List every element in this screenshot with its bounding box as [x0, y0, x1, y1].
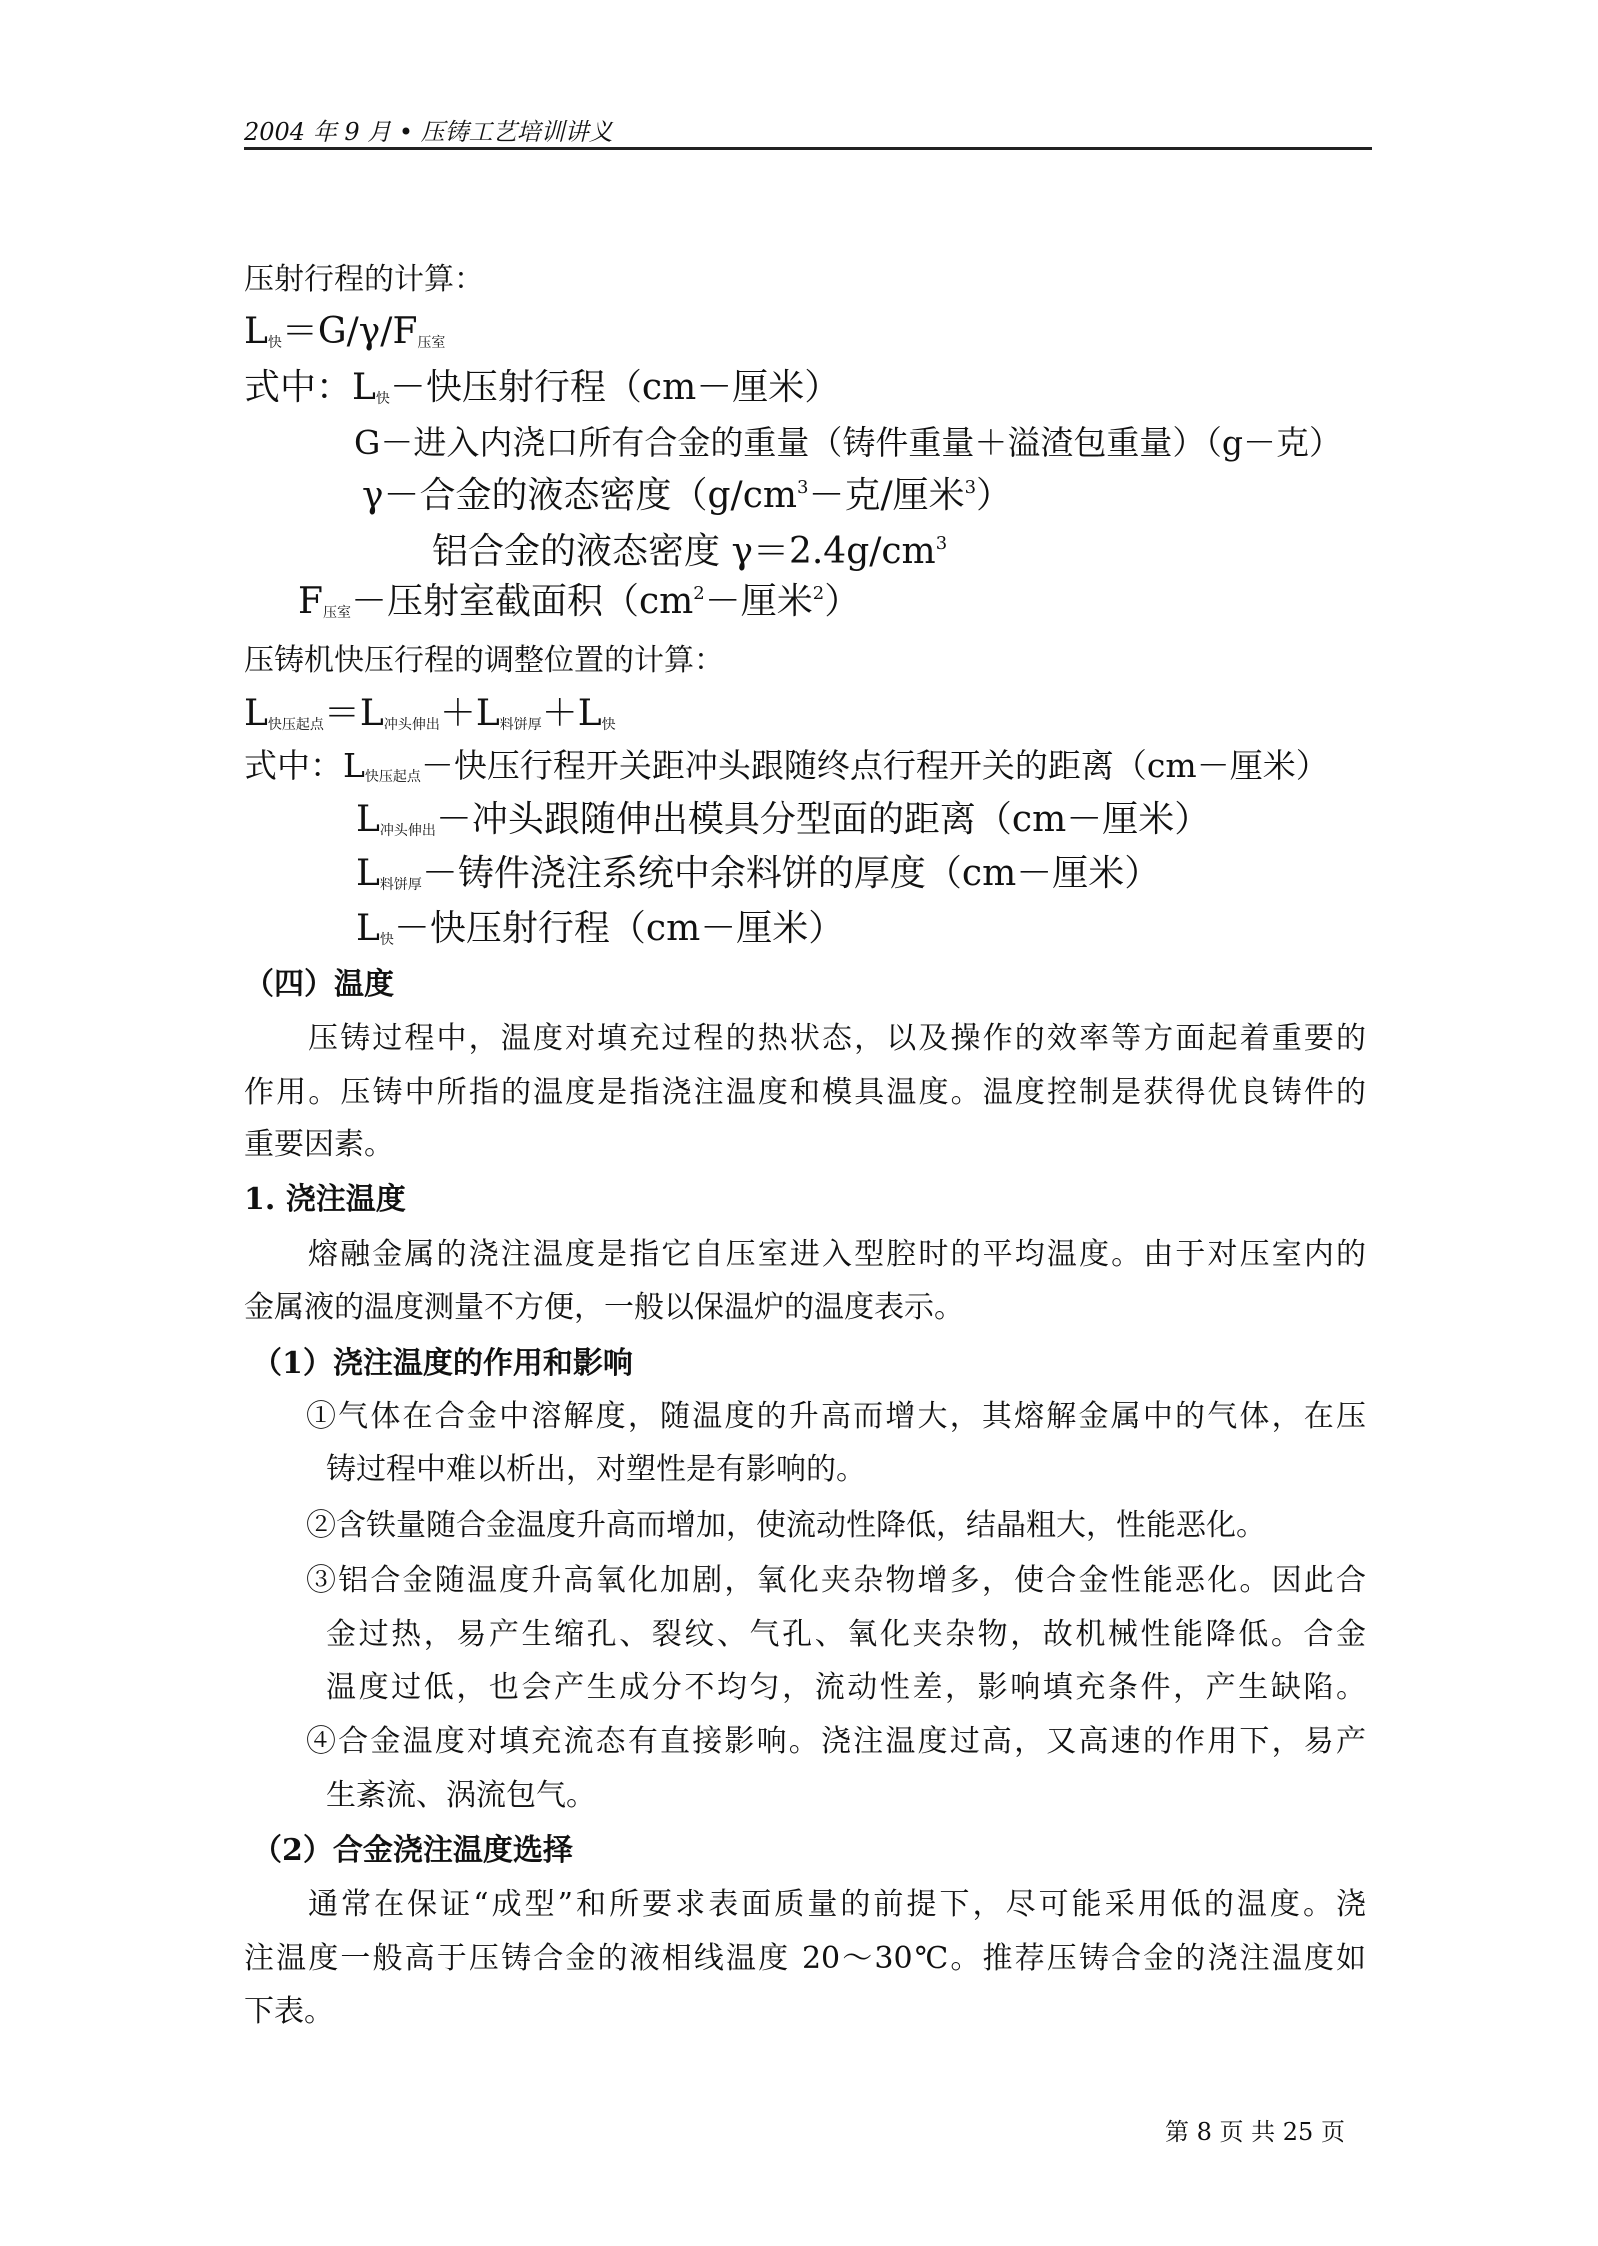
section-label: 压射行程的计算： — [244, 262, 484, 297]
paragraph-line: 重要因素。 — [244, 1127, 394, 1162]
formula-where: 式中：$L_快-$快压射行程（cm－厘米） — [244, 367, 841, 408]
heading-temperature: （四）温度 — [244, 967, 394, 1002]
list-item: ①气体在合金中溶解度，随温度的升高而增大，其熔解金属中的气体，在压 — [306, 1399, 1366, 1434]
list-item: 温度过低，也会产生成分不均匀，流动性差，影响填充条件，产生缺陷。 — [326, 1670, 1366, 1705]
list-item: 金过热，易产生缩孔、裂纹、气孔、氧化夹杂物，故机械性能降低。合金 — [326, 1617, 1366, 1652]
definition-f: $F_{压室}-$压射室截面积（$cm^2-$厘米$^2$） — [298, 581, 861, 622]
paragraph-line: 通常在保证“成型”和所要求表面质量的前提下，尽可能采用低的温度。浇 — [308, 1887, 1366, 1922]
paragraph-line: 压铸过程中，温度对填充过程的热状态，以及操作的效率等方面起着重要的 — [308, 1021, 1366, 1056]
running-header: 2004 年 9 月 • 压铸工艺培训讲义 — [244, 118, 613, 146]
definition-biscuit: $L_{料饼厚}-$铸件浇注系统中余料饼的厚度（cm－厘米） — [356, 853, 1161, 894]
formula-start-point: $L_{快压起点}=L_{冲头伸出}+L_{料饼厚}+L_快$ — [244, 693, 616, 734]
definition-punch: $L_{冲头伸出}-$冲头跟随伸出模具分型面的距离（cm－厘米） — [356, 799, 1211, 840]
paragraph-line: 作用。压铸中所指的温度是指浇注温度和模具温度。温度控制是获得优良铸件的 — [244, 1075, 1366, 1110]
heading-pour-temp: 1. 浇注温度 — [244, 1182, 406, 1217]
list-item: 生紊流、涡流包气。 — [326, 1778, 596, 1813]
list-item: ④合金温度对填充流态有直接影响。浇注温度过高，又高速的作用下，易产 — [306, 1724, 1366, 1759]
definition-g: G－进入内浇口所有合金的重量（铸件重量＋溢渣包重量）（g－克） — [354, 423, 1342, 462]
heading-select: （2）合金浇注温度选择 — [252, 1833, 573, 1868]
paragraph-line: 下表。 — [244, 1994, 334, 2029]
definition-fast: $L_快-$快压射行程（cm－厘米） — [356, 908, 845, 949]
definition-gamma: γ－合金的液态密度（$g/cm^3-$克/厘米$^3$） — [362, 475, 1013, 516]
heading-effect: （1）浇注温度的作用和影响 — [252, 1346, 633, 1381]
header-rule — [244, 147, 1372, 150]
list-item: 铸过程中难以析出，对塑性是有影响的。 — [326, 1452, 866, 1487]
section-label: 压铸机快压行程的调整位置的计算： — [244, 643, 724, 678]
list-item: ③铝合金随温度升高氧化加剧，氧化夹杂物增多，使合金性能恶化。因此合 — [306, 1563, 1366, 1598]
page-number: 第 8 页 共 25 页 — [1165, 2118, 1345, 2146]
paragraph-line: 注温度一般高于压铸合金的液相线温度 20～30℃。推荐压铸合金的浇注温度如 — [244, 1941, 1366, 1976]
formula-where: 式中：$L_{快压起点}-$快压行程开关距冲头跟随终点行程开关的距离（cm－厘米） — [244, 746, 1329, 785]
list-item: ②含铁量随合金温度升高而增加，使流动性降低，结晶粗大，性能恶化。 — [306, 1508, 1266, 1543]
definition-al-density: 铝合金的液态密度 $\gamma=2.4g/cm^3$ — [432, 531, 948, 572]
formula-fast-stroke: $L_快=G/\gamma/F_{压室}$ — [244, 311, 446, 352]
paragraph-line: 金属液的温度测量不方便，一般以保温炉的温度表示。 — [244, 1290, 964, 1325]
paragraph-line: 熔融金属的浇注温度是指它自压室进入型腔时的平均温度。由于对压室内的 — [308, 1237, 1366, 1272]
